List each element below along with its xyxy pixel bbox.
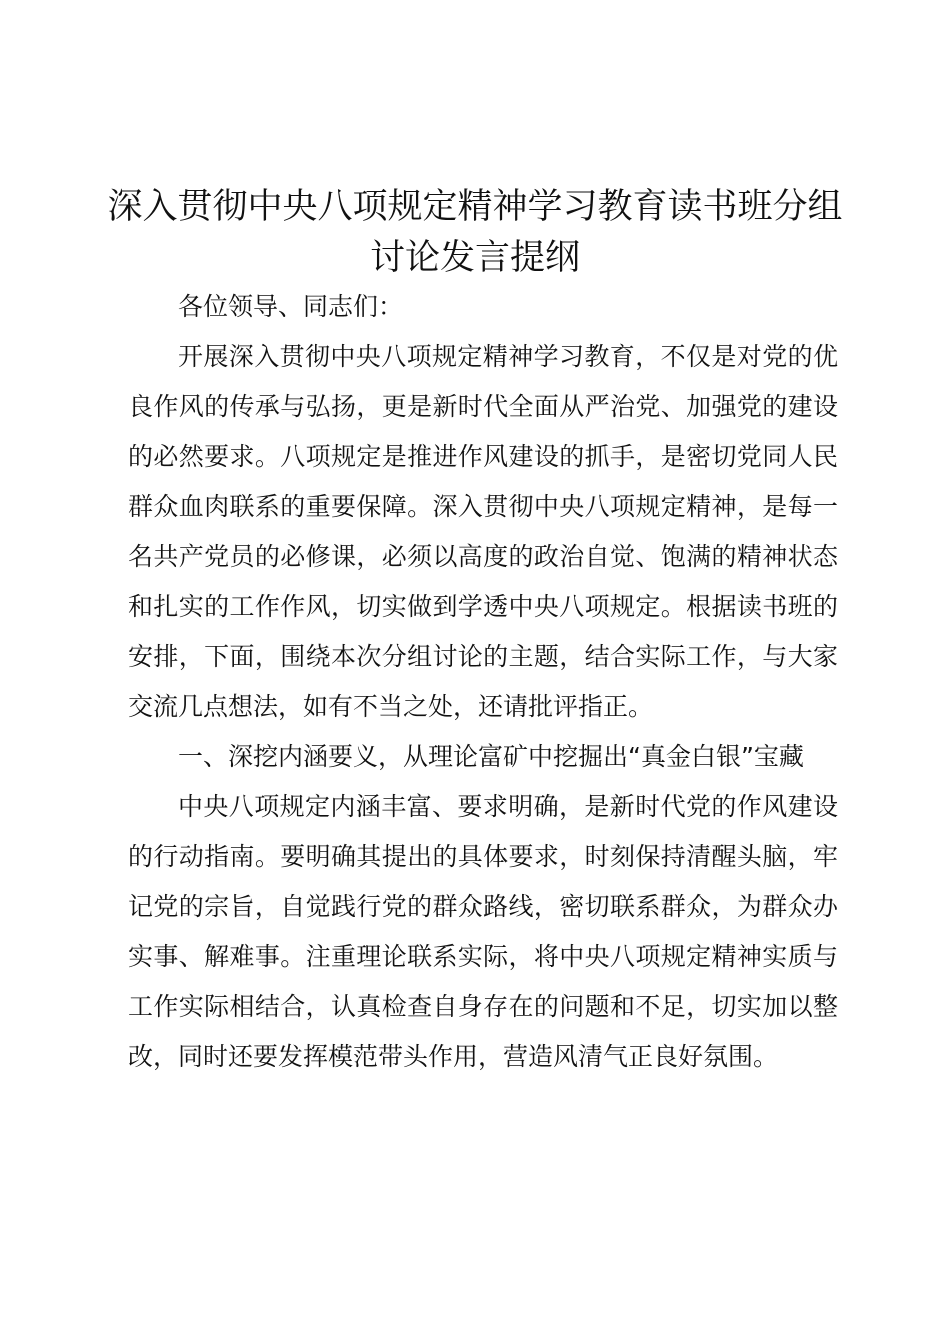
intro-paragraph: 开展深入贯彻中央八项规定精神学习教育，不仅是对党的优良作风的传承与弘扬，更是新时代全面从严治党、加强党的建设的必然要求。八项规定是推进作风建设的抓手，是密切党同人民群众血肉联系的重要保障。深入贯彻中央八项规定精神，是每一名共产党员的必修课，必须以高度的政治自觉、饱满的精神状态和扎实的工作作风，切实做到学透中央八项规定。根据读书班的安排，下面，围绕本次分组讨论的主题，结合实际工作，与大家交流几点想法，如有不当之处，还请批评指正。	[128, 342, 838, 721]
document-body	[128, 282, 838, 1082]
section-1-paragraph: 中央八项规定内涵丰富、要求明确，是新时代党的作风建设的行动指南。要明确其提出的具体要求，时刻保持清醒头脑，牢记党的宗旨，自觉践行党的群众路线，密切联系群众，为群众办实事、解难事。注重理论联系实际，将中央八项规定精神实质与工作实际相结合，认真检查自身存在的问题和不足，切实加以整改，同时还要发挥模范带头作用，营造风清气正良好氛围。	[128, 792, 838, 1071]
document-title: 深入贯彻中央八项规定精神学习教育读书班分组讨论发言提纲	[107, 187, 843, 278]
section-heading-1: 一、深挖内涵要义，从理论富矿中挖掘出“真金白银”宝藏	[178, 742, 804, 771]
salutation: 各位领导、同志们：	[178, 292, 404, 321]
